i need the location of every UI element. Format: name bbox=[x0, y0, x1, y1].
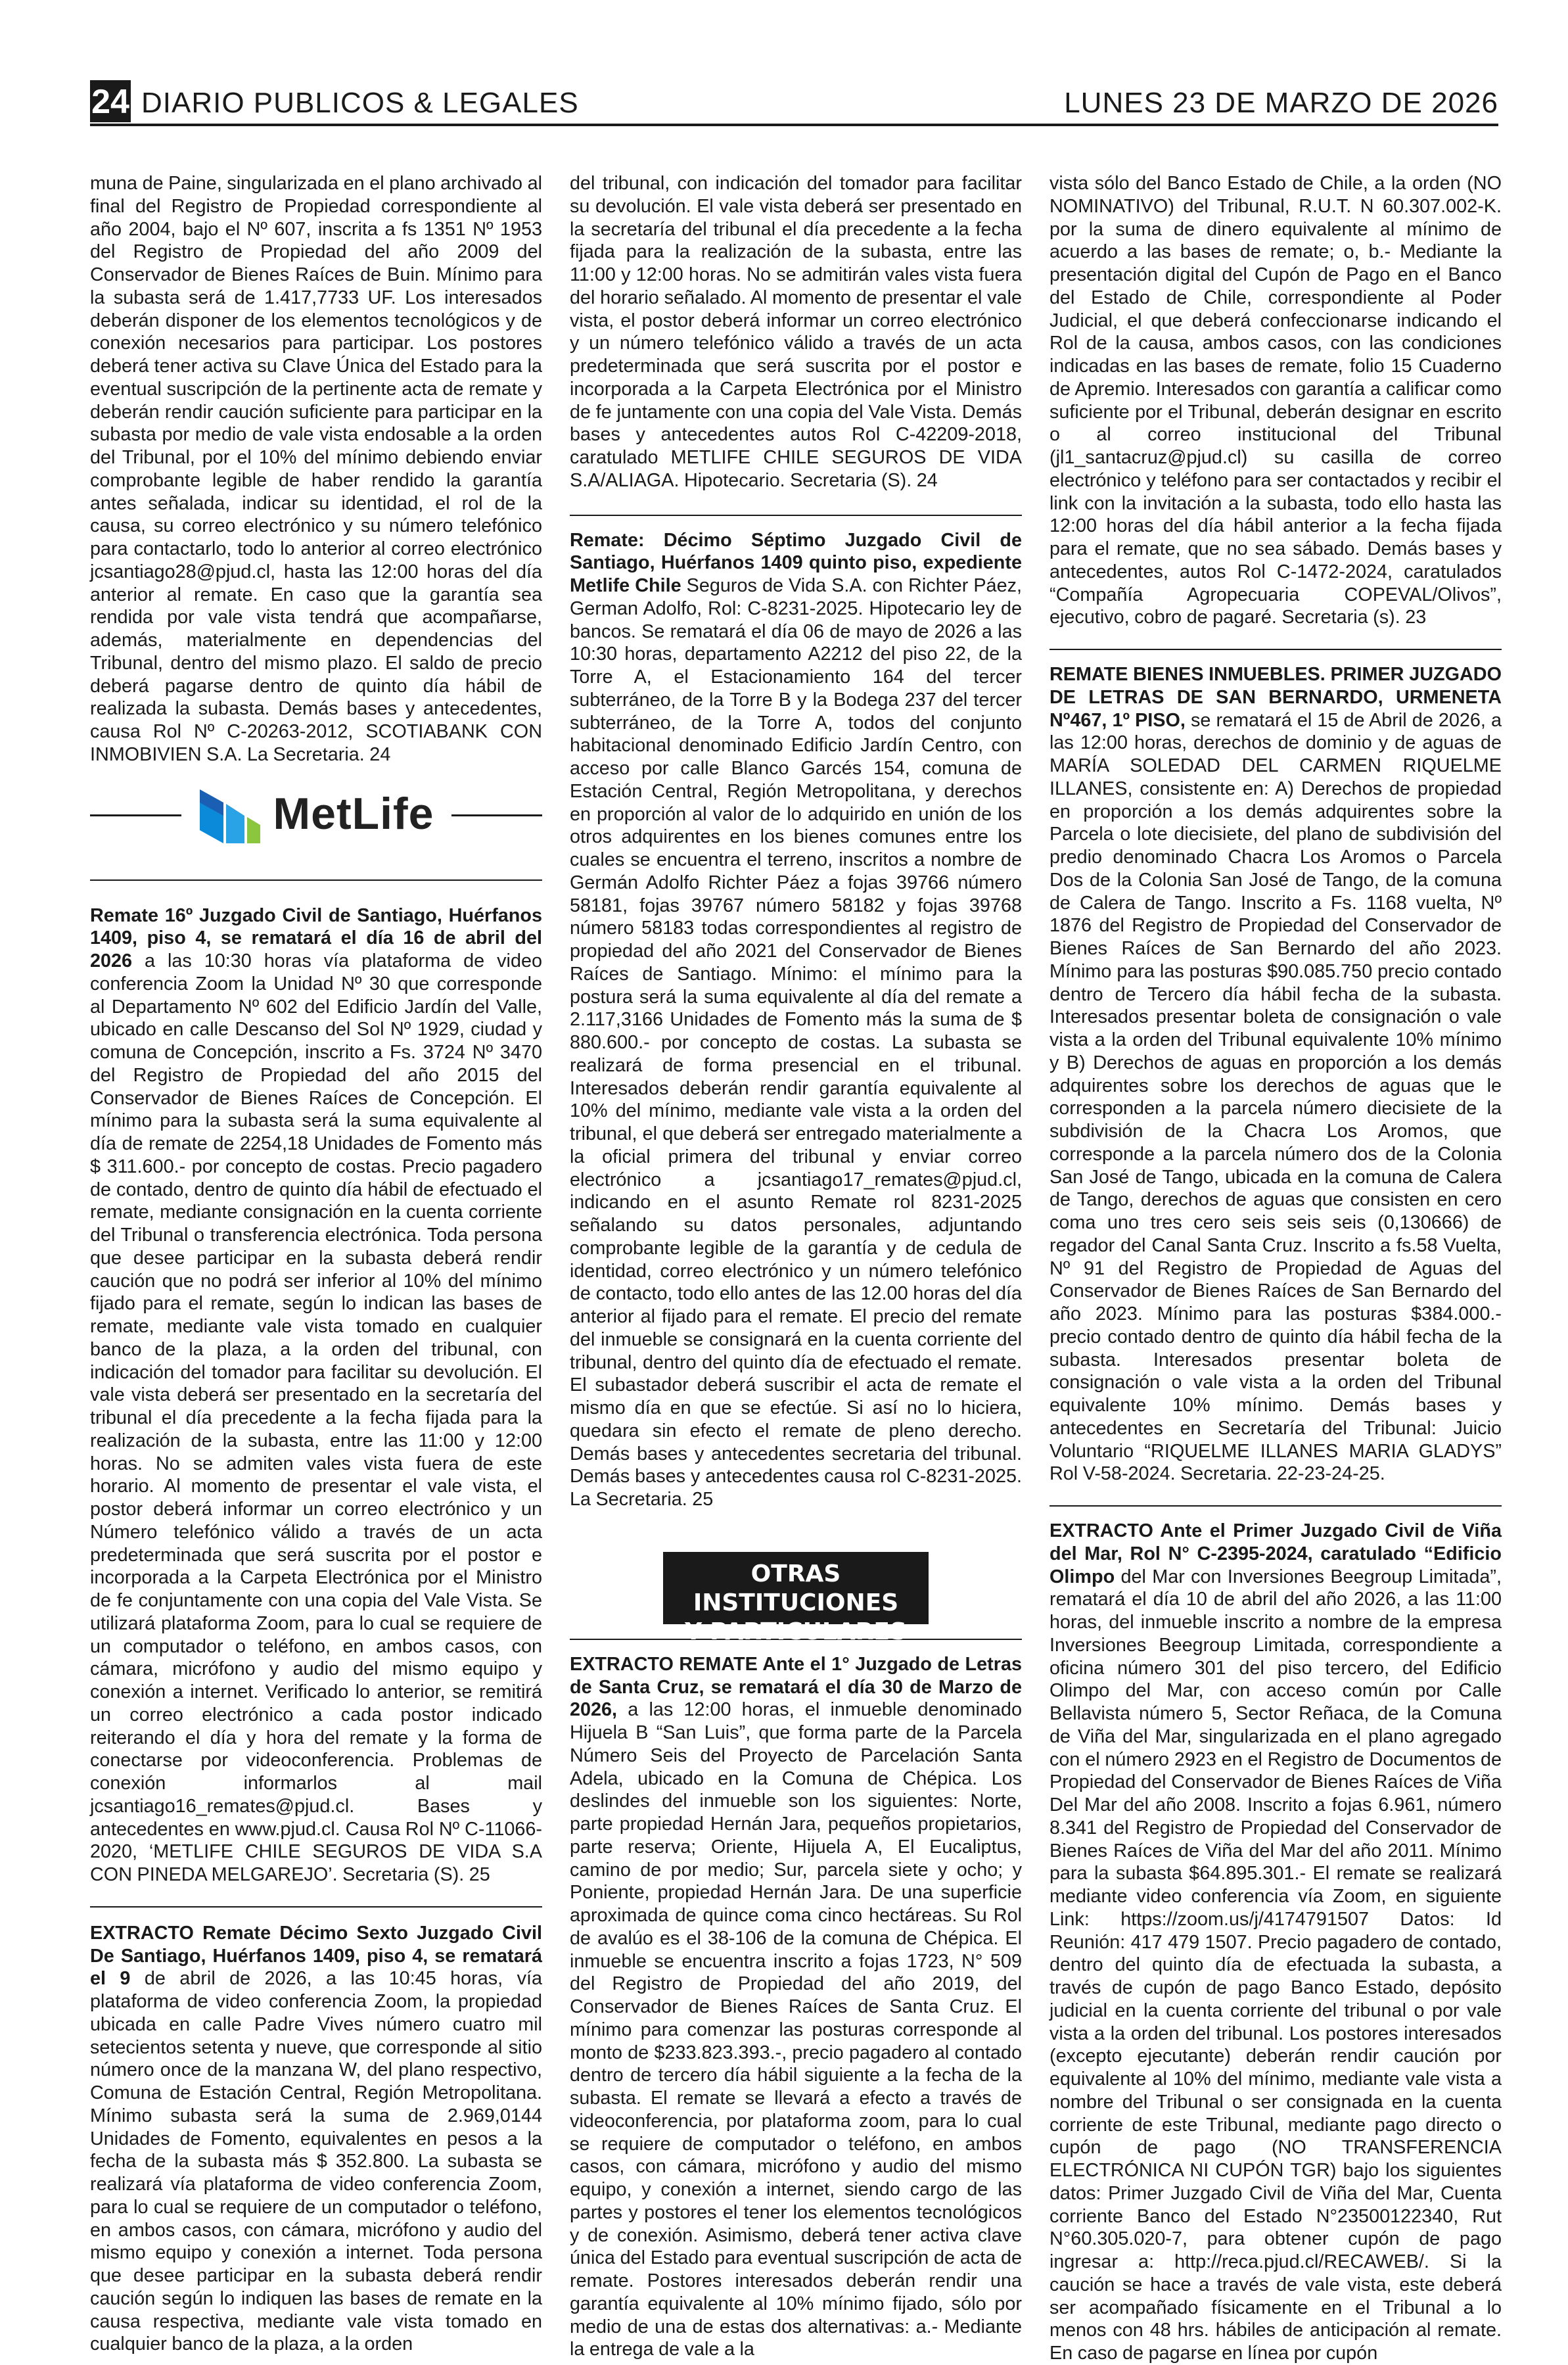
notice-text bbox=[570, 1653, 1022, 2361]
divider bbox=[90, 1906, 542, 1908]
column-2 bbox=[570, 172, 1022, 2361]
section-banner-line: OTRAS INSTITUCIONES bbox=[693, 1560, 899, 1616]
column-1 bbox=[90, 172, 542, 2356]
publication-date: LUNES 23 DE MARZO DE 2026 bbox=[1064, 87, 1498, 119]
notice-text bbox=[570, 529, 1022, 1511]
notice-text: del tribunal, con indicación del tomador para facilitar su devolución. El vale vista deberá ser presentado en la secretaría del tribunal el día precedente a la fecha fijada para la realización de la subasta, entre las 11:00 y 12:00 horas. No se admitirán vales vista fuera del horario señalado. Al momento de presentar el vale vista, el postor deberá informar un correo electrónico y un número telefónico válido a través de un acta predeterminada que será suscrita por el postor e incorporada a la Carpeta Electrónica por el Ministro de fe juntamente con una copia del Vale Vista. Demás bases y antecedentes autos Rol C-42209-2018, caratulado METLIFE CHILE SEGUROS DE VIDA S.A/ALIAGA. Hipotecario. Secretaria (S). 24 bbox=[570, 173, 1022, 491]
notice-heading: REMATE BIENES INMUEBLES. PRIMER JUZGADO DE LETRAS DE SAN BERNARDO, URMENETA Nº467, 1º PISO, bbox=[1049, 664, 1502, 731]
notice-heading: Remate 16º Juzgado Civil de Santiago, Huérfanos 1409, piso 4, se rematará el día 16 de abril del 2026 bbox=[90, 904, 542, 972]
notice-text bbox=[90, 904, 542, 1886]
section-banner bbox=[663, 1552, 929, 1645]
notice-body: se rematará el 15 de Abril de 2026, a las 12:00 horas, derechos de dominio y de aguas de MARÍA SOLEDAD DEL CARMEN RIQUELME ILLANES, consistente en: A) Derechos de propiedad en proporción a los demás adquirentes sobre la Parcela o lote diecisiete, del plano de subdivisión del predio denominado Chacra Los Aromos o Parcela Dos de la Colonia San José de Tango, de la comuna de Calera de Tango. Inscrito a Fs. 1168 vuelta, Nº 1876 del Registro de Propiedad del Conservador de Bienes Raíces de San Bernardo del año 2023. Mínimo para las posturas $90.085.750 precio contado dentro de Tercero día hábil fecha de la subasta. Interesados presentar boleta de consignación o vale vista a la orden del Tribunal equivalente 10% mínimo y B) Derechos de aguas en proporción a los demás adquirentes sobre los derechos de aguas que le corresponden a la parcela número diecisiete de la subdivisión de la Chacra Los Aromos, que corresponde a la parcela número dos de la Colonia San José de Tango, ubicada en la comuna de Calera de Tango, derechos de aguas que consisten en cero coma uno tres cero seis seis seis (0,130666) de regador del Canal Santa Cruz. Inscrito a fs.58 Vuelta, Nº 91 del Registro de Propiedad de Aguas del Conservador de Bienes Raíces de San Bernardo del año 2023. Mínimo para las posturas $384.000.- precio contado dentro de quinto día hábil fecha de la subasta. Interesados presentar boleta de consignación o vale vista a la orden del Tribunal equivalente 10% mínimo. Demás bases y antecedentes en Secretaría del Tribunal: Juicio Voluntario “RIQUELME ILLANES MARIA GLADYS” Rol V-58-2024. Secretaria. 22-23-24-25. bbox=[1049, 709, 1502, 1485]
notice-body: Seguros de Vida S.A. con Richter Páez, German Adolfo, Rol: C-8231-2025. Hipotecario ley de bancos. Se rematará el día 06 de mayo de 2026 a las 10:30 horas, departamento A2212 del piso 22, de la Torre A, el Estacionamiento 164 del tercer subterráneo, de la Torre B y la Bodega 237 del tercer subterráneo, de la Torre A, todos del conjunto habitacional denominado Edificio Jardín Centro, con acceso por calle Blanco Garcés 154, comuna de Estación Central, Región Metropolitana, y derechos en proporción al valor de lo adquirido en unión de los otros adquirentes en los bienes comunes entre los cuales se encuentra el terreno, inscritos a nombre de Germán Adolfo Richter Páez a fojas 39766 número 58181, fojas 39767 número 58182 y fojas 39768 número 58183 todas correspondientes al registro de propiedad del año 2021 del Conservador de Bienes Raíces de Santiago. Mínimo: el mínimo para la postura será la suma equivalente al día del remate a 2.117,3166 Unidades de Fomento más la suma de $ 880.600.- por concepto de costas. La subasta se realizará de forma presencial en el tribunal. Interesados deberán rendir garantía equivalente al 10% del mínimo, mediante vale vista a la orden del tribunal, el que deberá ser entregado materialmente a la oficial primera del tribunal y enviar correo electrónico a jcsantiago17_remates@pjud.cl, indicando en el asunto Remate rol 8231-2025 señalando su datos personales, adjuntando comprobante legible de la garantía y de cedula de identidad, correo electrónico y un número telefónico de contacto, todo ello antes de las 12.00 horas del día anterior al fijado para el remate. El precio del remate del inmueble se consignará en la cuenta corriente del tribunal, dentro del quinto día de efectuado el remate. El subastador deberá suscribir el acta de remate el mismo día en que se efectúe. Si así no lo hiciera, quedara sin efecto el remate de pleno derecho. Demás bases y antecedentes secretaria del tribunal. Demás bases y antecedentes causa rol C-8231-2025. La Secretaria. 25 bbox=[570, 575, 1022, 1510]
notice-body: del Mar con Inversiones Beegroup Limitada”, rematará el día 10 de abril del año 2026, a las 11:00 horas, del inmueble inscrito a nombre de la empresa Inversiones Beegroup Limitada, correspondiente a oficina número 301 del piso tercero, del Edificio Olimpo del Mar, con acceso común por Calle Bellavista número 5, Sector Reñaca, de la Comuna de Viña del Mar, singularizada en el plano agregado con el número 2923 en el Registro de Documentos de Propiedad del Conservador de Bienes Raíces de Viña Del Mar del año 2008. Inscrito a fojas 6.961, número 8.341 del Registro de Propiedad del Conservador de Bienes Raíces de Viña del Mar del año 2011. Mínimo para la subasta $64.895.301.- El remate se realizará mediante video conferencia vía Zoom, en siguiente Link: https://zoom.us/j/4174791507 Datos: Id Reunión: 417 479 1507. Precio pagadero de contado, dentro del quinto día de efectuada la subasta, a través de cupón de pago Banco Estado, depósito judicial en la cuenta corriente del tribunal o por vale vista a la orden del tribunal. Los postores interesados (excepto ejecutante) deberán rendir caución por equivalente al 10% del mínimo, mediante vale vista a nombre del Tribunal o ser consignada en la cuenta corriente de este Tribunal, mediante pago directo o cupón de pago (NO TRANSFERENCIA ELECTRÓNICA NI CUPÓN TGR) bajo los siguientes datos: Primer Juzgado Civil de Viña del Mar, Cuenta corriente Banco del Estado N°23500122340, Rut N°60.305.020-7, para obtener cupón de pago ingresar a: http://reca.pjud.cl/RECAWEB/. Si la caución se hace a través de vale vista, este deberá ser acompañado físicamente en el Tribunal a lo menos con 48 hrs. hábiles de anticipación al remate. En caso de pagarse en línea por cupón bbox=[1049, 1566, 1502, 2364]
metlife-m-icon bbox=[198, 783, 262, 846]
notice-text bbox=[1049, 663, 1502, 1486]
divider bbox=[1049, 649, 1502, 650]
notice-heading: EXTRACTO Ante el Primer Juzgado Civil de Viña del Mar, Rol N° C-2395-2024, caratulado “Edificio Olimpo bbox=[1049, 1520, 1502, 1587]
section-banner-line: Y PARTICULARES bbox=[685, 1618, 907, 1645]
notice-text: vista sólo del Banco Estado de Chile, a la orden (NO NOMINATIVO) del Tribunal, R.U.T. N 60.307.002-K. por la suma de dinero equivalente al mínimo de acuerdo a las bases de remate; o, b.- Mediante la presentación digital del Cupón de Pago en el Banco del Estado de Chile, correspondiente al Poder Judicial, el que deberá confeccionarse indicando el Rol de la causa, ambos casos, con las condiciones indicadas en las bases de remate, folio 15 Cuaderno de Apremio. Interesados con garantía a calificar como suficiente por el Tribunal, deberán designar en escrito o al correo institucional del Tribunal (jl1_santacruz@pjud.cl) su casilla de correo electrónico y teléfono para ser contactados y recibir el link con la invitación a la subasta, todo ello hasta las 12:00 horas del día hábil anterior a la fecha fijada para el remate, que no sea sábado. Demás bases y antecedentes, autos Rol C-1472-2024, caratulados “Compañía Agropecuaria COPEVAL/Olivos”, ejecutivo, cobro de pagaré. Secretaria (s). 23 bbox=[1049, 173, 1502, 628]
divider bbox=[1049, 1505, 1502, 1507]
divider bbox=[90, 879, 542, 881]
publication-name: DIARIO PUBLICOS & LEGALES bbox=[141, 87, 579, 119]
notice-body: a las 12:00 horas, el inmueble denominado Hijuela B “San Luis”, que forma parte de la Parcela Número Seis del Proyecto de Parcelación Santa Adela, ubicado en la Comuna de Chépica. Los deslindes del inmueble son los siguientes: Norte, parte propiedad Hernán Jara, pequeños propietarios, parte reserva; Oriente, Hijuela A, El Eucaliptus, camino de por medio; Sur, parcela siete y ocho; y Poniente, propiedad Hernán Jara. De una superficie aproximada de quince coma cinco hectáreas. Su Rol de avalúo es el 38-106 de la comuna de Chépica. El inmueble se encuentra inscrito a fojas 1723, N° 509 del Registro de Propiedad del año 2019, del Conservador de Bienes Raíces de Santa Cruz. El mínimo para comenzar las posturas corresponde al monto de $233.823.393.-, precio pagadero al contado dentro de tercero día hábil siguiente a la fecha de la subasta. El remate se llevará a efecto a través de videoconferencia, por plataforma zoom, para lo cual se requiere de computador o teléfono, en ambos casos, con cámara, micrófono y audio del mismo equipo, y conexión a internet, siendo cargo de las partes y postores el tener los elementos tecnológicos y de conexión. Asimismo, deberá tener activa clave única del Estado para eventual suscripción de acta de remate. Postores interesados deberán rendir una garantía equivalente al 10% mínimo fijado, sólo por medio de una de estas dos alternativas: a.- Mediante la entrega de vale a la bbox=[570, 1699, 1022, 2360]
notice-heading: EXTRACTO Remate Décimo Sexto Juzgado Civil De Santiago, Huérfanos 1409, piso 4, se rematará el 9 bbox=[90, 1922, 542, 1990]
notice-text: muna de Paine, singularizada en el plano archivado al final del Registro de Propiedad correspondiente al año 2004, bajo el Nº 607, inscrita a fs 1351 Nº 1953 del Registro de Propiedad del año 2009 del Conservador de Bienes Raíces de Buin. Mínimo para la subasta será de 1.417,7733 UF. Los interesados deberán disponer de los elementos tecnológicos y de conexión necesarios para participar. Los postores deberá tener activa su Clave Única del Estado para la eventual suscripción de la pertinente acta de remate y deberán rendir caución suficiente para participar en la subasta por medio de vale vista endosable a la orden del Tribunal, por el 10% del mínimo debiendo enviar comprobante legible de haber rendido la garantía antes señalada, indicar su identidad, el rol de la causa, su correo electrónico y su número telefónico para contactarlo, todo lo anterior al correo electrónico jcsantiago28@pjud.cl, hasta las 12:00 horas del día anterior al remate. En caso que la garantía sea rendida por vale vista tendrá que acompañarse, además, materialmente en dependencias del Tribunal, dentro del mismo plazo. El saldo de precio deberá pagarse dentro de quinto día hábil de realizada la subasta. Demás bases y antecedentes, causa Rol Nº C-20263-2012, SCOTIABANK CON INMOBIVIEN S.A. La Secretaria. 24 bbox=[90, 173, 542, 765]
page-number: 24 bbox=[90, 80, 131, 122]
column-3 bbox=[1049, 172, 1502, 2365]
notice-body: de abril de 2026, a las 10:45 horas, vía plataforma de video conferencia Zoom, la propiedad ubicada en calle Padre Vives número cuatro mil setecientos setenta y nueve, que corresponde al sitio número once de la manzana W, del plano respectivo, Comuna de Estación Central, Región Metropolitana. Mínimo subasta será la suma de 2.969,0144 Unidades de Fomento, equivalentes en pesos a la fecha de la subasta más $ 352.800. La subasta se realizará vía plataforma de video conferencia Zoom, para lo cual se requiere de un computador o teléfono, en ambos casos, con cámara, micrófono y audio del mismo equipo y conexión a internet. Toda persona que desee participar en la subasta deberá rendir caución según lo indiquen las bases de remate en la causa respectiva, mediante vale vista tomado en cualquier banco de la plaza, a la orden bbox=[90, 1968, 542, 2355]
notice-text bbox=[90, 1922, 542, 2356]
metlife-wordmark: MetLife bbox=[273, 789, 434, 839]
notice-heading: Remate: Décimo Séptimo Juzgado Civil de Santiago, Huérfanos 1409 quinto piso, expediente Metlife Chile bbox=[570, 529, 1022, 596]
notice-body: a las 10:30 horas vía plataforma de video conferencia Zoom la Unidad Nº 30 que corresponde al Departamento Nº 602 del Edificio Jardín del Valle, ubicado en calle Descanso del Sol Nº 1929, ciudad y comuna de Concepción, inscrito a Fs. 3724 Nº 3470 del Registro de Propiedad del año 2015 del Conservador de Bienes Raíces de Concepción. El mínimo para la subasta será la suma equivalente al día de remate de 2254,18 Unidades de Fomento más $ 311.600.- por concepto de costas. Precio pagadero de contado, dentro de quinto día hábil de efectuado el remate, mediante consignación en la cuenta corriente del Tribunal o transferencia electrónica. Toda persona que desee participar en la subasta deberá rendir caución que no podrá ser inferior al 10% del mínimo fijado para el remate, según lo indican las bases de remate, mediante vale vista tomado en cualquier banco de la plaza, a la orden del tribunal, con indicación del tomador para facilitar su devolución. El vale vista deberá ser presentado en la secretaría del tribunal el día precedente a la fecha fijada para la realización de la subasta, entre las 11:00 y 12:00 horas. No se admiten vales vista fuera de este horario. Al momento de presentar el vale vista, el postor deberá informar un correo electrónico y un Número telefónico válido a través de un acta predeterminada que será suscrita por el postor e incorporada a la Carpeta Electrónica por el Ministro de fe conjuntamente con una copia del Vale Vista. Se utilizará plataforma Zoom, para lo cual se requiere de un computador o teléfono, en ambos casos, con cámara, micrófono y audio del mismo equipo y conexión a internet. Verificado lo anterior, se remitirá un correo electrónico a cada postor indicado reiterando el día y hora del remate y la forma de conectarse por videoconferencia. Problemas de conexión informarlos al mail jcsantiago16_remates@pjud.cl. Bases y antecedentes en www.pjud.cl. Causa Rol Nº C-11066-2020, ‘METLIFE CHILE SEGUROS DE VIDA S.A CON PINEDA MELGAREJO’. Secretaria (S). 25 bbox=[90, 950, 542, 1885]
page-header bbox=[90, 80, 1498, 126]
divider bbox=[570, 515, 1022, 516]
notice-text bbox=[1049, 1520, 1502, 2365]
notice-heading: EXTRACTO REMATE Ante el 1° Juzgado de Letras de Santa Cruz, se rematará el día 30 de Marzo de 2026, bbox=[570, 1653, 1022, 1721]
metlife-logo bbox=[90, 776, 542, 853]
